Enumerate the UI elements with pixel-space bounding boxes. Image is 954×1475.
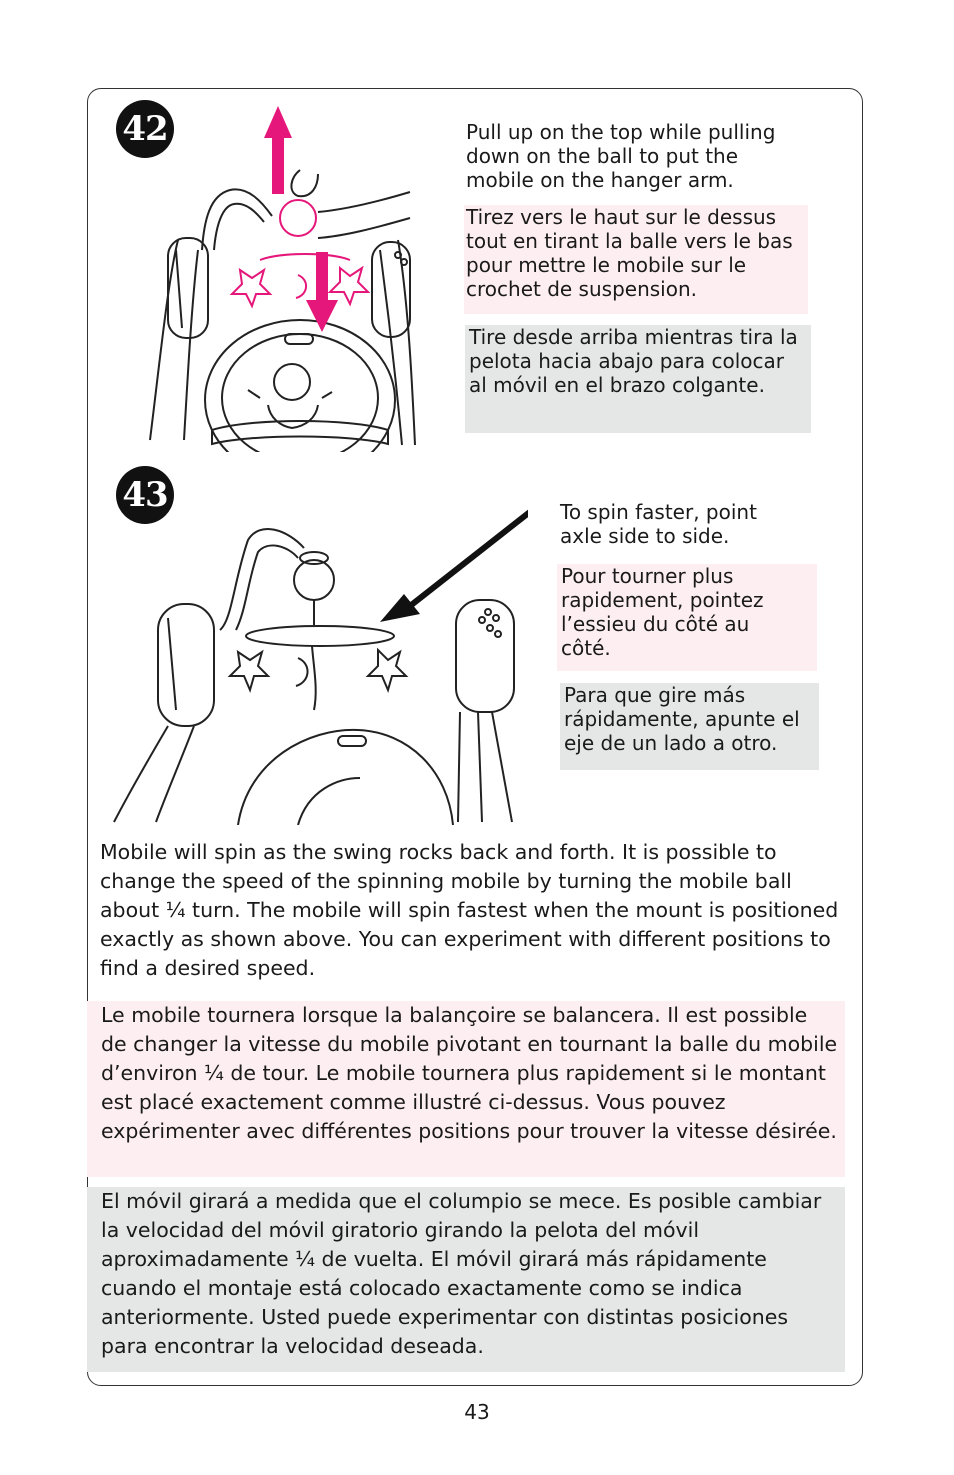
step-42-text-en: Pull up on the top while pulling down on the ball to put the mobile on the hanger arm. xyxy=(466,120,776,192)
up-arrow-icon xyxy=(264,106,292,194)
step-43-text-es: Para que gire más rápidamente, apunte el eje de un lado a otro. xyxy=(560,683,819,770)
step-42-illustration xyxy=(140,100,420,452)
body-text-es: El móvil girará a medida que el columpio se mece. Es posible cambiar la velocidad del móvil giratorio girando la pelota del móvil aproximadamente ¼ de vuelta. El móvil girará más rápidamente cuando el montaje está colocado exactamente como se indica anteriormente. Usted puede experimentar con distintas posiciones para encontrar la velocidad deseada. xyxy=(87,1187,845,1372)
step-43-text-fr: Pour tourner plus rapidement, pointez l’essieu du côté au côté. xyxy=(557,564,817,671)
page-number: 43 xyxy=(464,1400,490,1424)
step-43-badge: 43 xyxy=(116,466,174,524)
step-43-text-en: To spin faster, point axle side to side. xyxy=(560,500,757,548)
step-43-illustration xyxy=(108,500,528,825)
step-42-badge: 42 xyxy=(116,100,174,158)
body-text-fr: Le mobile tournera lorsque la balançoire se balancera. Il est possible de changer la vitesse du mobile pivotant en tournant la balle du mobile d’environ ¼ de tour. Le mobile tournera plus rapidement si le montant est placé exactement comme illustré ci-dessus. Vous pouvez expérimenter avec différentes positions pour trouver la vitesse désirée. xyxy=(87,1001,845,1177)
step-42-text-es: Tire desde arriba mientras tira la pelota hacia abajo para colocar al móvil en el brazo colgante. xyxy=(465,325,811,433)
step-42-text-fr: Tirez vers le haut sur le dessus tout en tirant la balle vers le bas pour mettre le mobile sur le crochet de suspension. xyxy=(464,205,808,314)
body-text-en: Mobile will spin as the swing rocks back and forth. It is possible to change the speed of the spinning mobile by turning the mobile ball about ¼ turn. The mobile will spin fastest when the mount is positioned exactly as shown above. You can experiment with different positions to find a desired speed. xyxy=(100,840,839,980)
pointer-arrow-icon xyxy=(380,504,528,622)
